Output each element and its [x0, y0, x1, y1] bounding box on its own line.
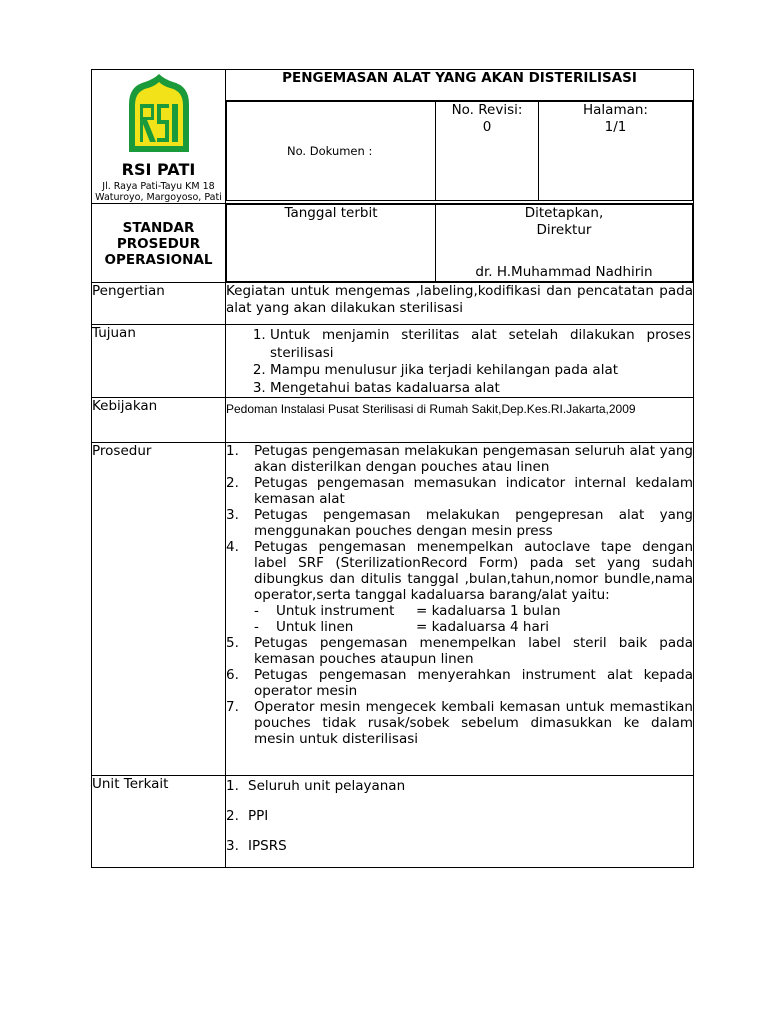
revision-value: 0 — [482, 119, 492, 136]
org-address: Jl. Raya Pati-Tayu KM 18 Waturoyo, Margoyoso, Pati — [95, 181, 222, 203]
approval-block — [436, 205, 693, 282]
tujuan-list — [226, 327, 691, 397]
page-value: 1/1 — [604, 119, 627, 136]
revision-label: No. Revisi: — [451, 102, 523, 119]
approval-cell — [226, 204, 694, 283]
issue-date-label: Tanggal terbit — [227, 205, 436, 282]
tujuan-item: 1. Untuk menjamin sterilitas alat setelah dilakukan proses sterilisasi — [270, 327, 691, 362]
procedure-step: 7. Operator mesin mengecek kembali kemasan untuk memastikan pouches tidak rusak/sobek sebelum dimasukkan ke dalam mesin untuk disterilisasi — [226, 699, 693, 747]
sop-title-line2: PROSEDUR — [116, 236, 201, 252]
org-name: RSI PATI — [121, 160, 196, 179]
pengertian-text: Kegiatan untuk mengemas ,labeling,kodifikasi dan pencatatan pada alat yang akan dilakukan sterilisasi — [226, 283, 694, 325]
page-cell — [539, 102, 693, 201]
approved-role: Direktur — [536, 222, 592, 238]
logo-cell — [92, 70, 226, 204]
procedure-step: 6. Petugas pengemasan menyerahkan instrument alat kepada operator mesin — [226, 667, 693, 699]
unit-terkait-label: Unit Terkait — [92, 776, 226, 868]
unit-item: 2. PPI — [226, 808, 269, 824]
sop-title-line3: OPERASIONAL — [104, 252, 213, 268]
revision-cell — [436, 102, 539, 201]
approved-name: dr. H.Muhammad Nadhirin — [475, 264, 653, 280]
pengertian-label: Pengertian — [92, 283, 226, 325]
approved-label: Ditetapkan, — [524, 205, 604, 221]
procedure-step: 5. Petugas pengemasan menempelkan label steril baik pada kemasan pouches ataupun linen — [226, 635, 693, 667]
doc-meta-cell — [226, 101, 694, 204]
tujuan-content — [226, 325, 694, 398]
prosedur-content — [226, 443, 694, 776]
expiry-item-instrument: - Untuk instrument = kadaluarsa 1 bulan — [254, 603, 561, 619]
prosedur-label: Prosedur — [92, 443, 226, 776]
doc-number-label: No. Dokumen : — [227, 102, 436, 201]
tujuan-label: Tujuan — [92, 325, 226, 398]
tujuan-item: 2. Mampu menulusur jika terjadi kehilangan pada alat — [270, 362, 691, 380]
unit-terkait-content — [226, 776, 694, 868]
document-title: PENGEMASAN ALAT YANG AKAN DISTERILISASI — [226, 70, 694, 101]
unit-item: 1. Seluruh unit pelayanan — [226, 778, 406, 794]
tujuan-item: 3. Mengetahui batas kadaluarsa alat — [270, 380, 691, 398]
sop-title-cell — [92, 204, 226, 283]
procedure-step: 3. Petugas pengemasan melakukan pengepresan alat yang menggunakan pouches dengan mesin press — [226, 507, 693, 539]
sop-document-table — [91, 69, 694, 868]
page-label: Halaman: — [583, 102, 648, 119]
sop-title-line1: STANDAR — [122, 220, 195, 236]
procedure-step: 2. Petugas pengemasan memasukan indicator internal kedalam kemasan alat — [226, 475, 693, 507]
kebijakan-text: Pedoman Instalasi Pusat Sterilisasi di Rumah Sakit,Dep.Kes.RI.Jakarta,2009 — [226, 398, 694, 443]
rsi-logo — [121, 74, 197, 154]
procedure-step: 4. Petugas pengemasan menempelkan autoclave tape dengan label SRF (SterilizationRecord Form) pada set yang sudah dibungkus dan ditulis tanggal ,bulan,tahun,nomor bundle,nama operator,serta tanggal kadaluarsa barang/alat yaitu: — [226, 539, 693, 603]
expiry-item-linen: - Untuk linen = kadaluarsa 4 hari — [254, 619, 550, 635]
kebijakan-label: Kebijakan — [92, 398, 226, 443]
unit-item: 3. IPSRS — [226, 838, 287, 854]
procedure-step: 1. Petugas pengemasan melakukan pengemasan seluruh alat yang akan disterilkan dengan pouches atau linen — [226, 443, 693, 475]
